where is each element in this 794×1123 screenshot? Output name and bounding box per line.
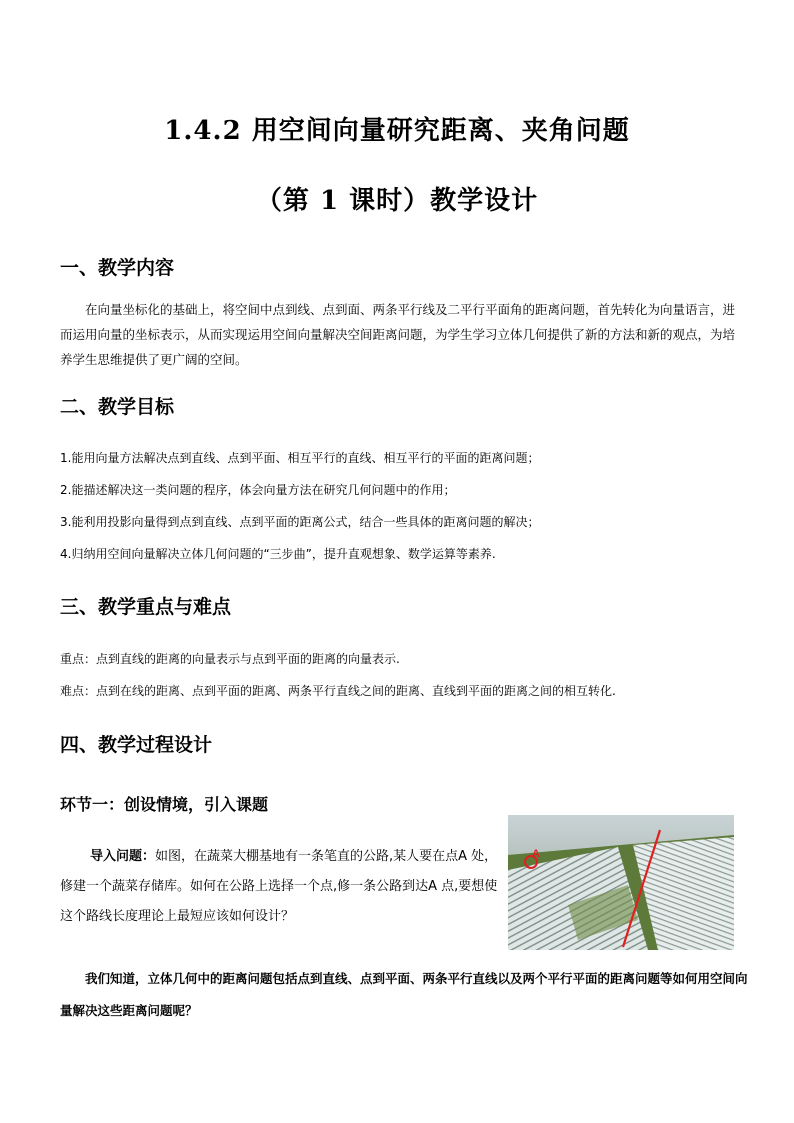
closing-paragraph: 我们知道，立体几何中的距离问题包括点到直线、点到平面、两条平行直线以及两个平行平面的距离问题等如何用空间向量解决这些距离问题呢？ — [60, 971, 748, 1018]
point-a-label: A — [532, 848, 540, 860]
objective-item: 2.能描述解决这一类问题的程序，体会向量方法在研究几何问题中的作用； — [60, 483, 456, 497]
objective-item: 1.能用向量方法解决点到直线、点到平面、相互平行的直线、相互平行的平面的距离问题； — [60, 451, 540, 465]
intro-question — [60, 842, 500, 932]
section-heading-key-points: 三、教学重点与难点 — [60, 596, 232, 618]
document-subtitle: （第 1 课时）教学设计 — [255, 186, 539, 216]
objective-item: 3.能利用投影向量得到点到直线、点到平面的距离公式，结合一些具体的距离问题的解决； — [60, 515, 540, 529]
stage-heading: 环节一：创设情境，引入课题 — [60, 795, 269, 814]
intro-question-text: 如图，在蔬菜大棚基地有一条笔直的公路,某人要在点A 处，修建一个蔬菜存储库。如何在公路上选择一个点,修一条公路到达A 点,要想使这个路线长度理论上最短应该如何设计？ — [60, 849, 498, 924]
section-body-content: 在向量坐标化的基础上，将空间中点到线、点到面、两条平行线及二平行平面角的距离问题，首先转化为向量语言，进而运用向量的坐标表示，从而实现运用空间向量解决空间距离问题，为学生学习立体几何提供了新的方法和新的观点，为培养学生思维提供了更广阔的空间。 — [60, 302, 736, 367]
difficulty-text: 难点：点到在线的距离、点到平面的距离、两条平行直线之间的距离、直线到平面的距离之间的相互转化. — [60, 684, 616, 698]
objective-item: 4.归纳用空间向量解决立体几何问题的“三步曲”，提升直观想象、数学运算等素养. — [60, 547, 496, 561]
key-point-text: 重点：点到直线的距离的向量表示与点到平面的距离的向量表示. — [60, 652, 400, 666]
section-heading-objectives: 二、教学目标 — [60, 396, 175, 418]
greenhouse-photo — [508, 815, 734, 950]
document-title: 1.4.2 用空间向量研究距离、夹角问题 — [164, 116, 630, 146]
section-heading-content: 一、教学内容 — [60, 257, 175, 279]
intro-question-label: 导入问题： — [90, 849, 156, 864]
section-heading-process: 四、教学过程设计 — [60, 734, 213, 756]
